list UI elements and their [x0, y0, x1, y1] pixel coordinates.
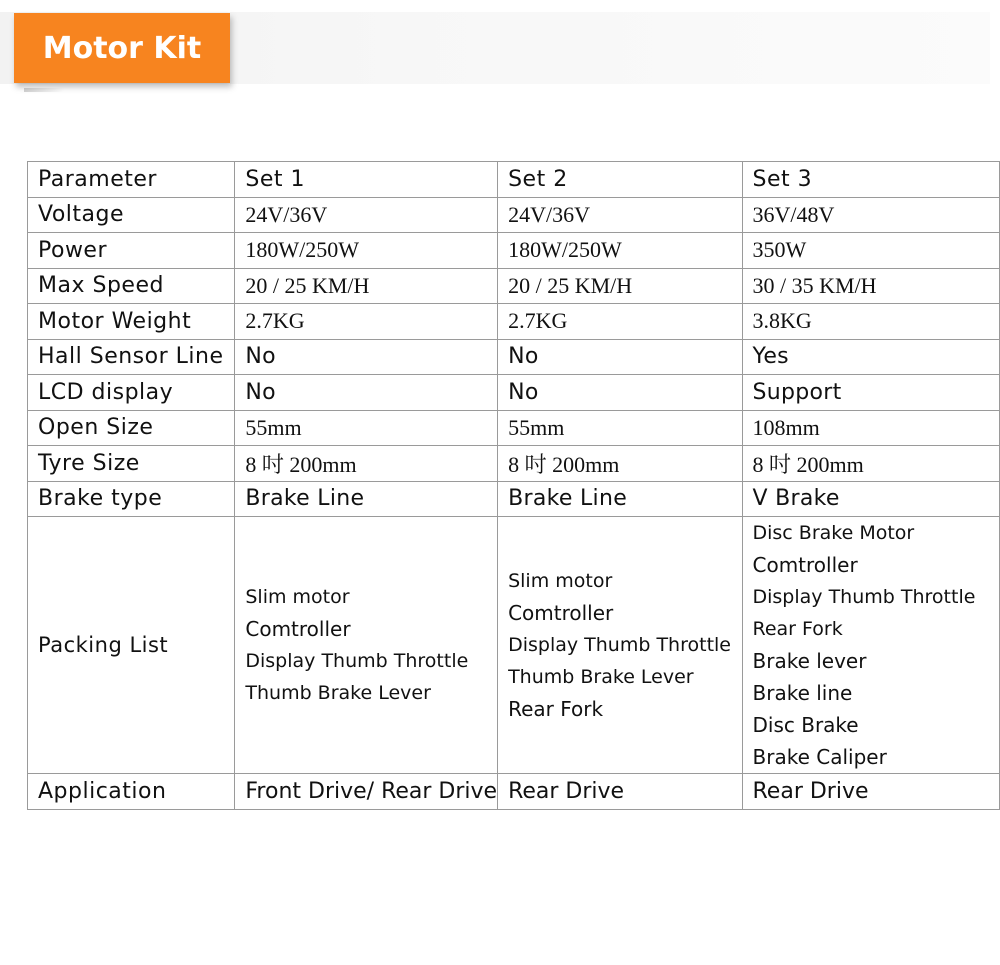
row-max-speed	[28, 268, 1000, 304]
row-label	[28, 517, 235, 774]
packing-item: Thumb Brake Lever	[245, 682, 431, 704]
cell-set1-packing	[235, 517, 498, 774]
cell-set1: 8 吋 200mm	[235, 446, 498, 482]
row-label: Hall Sensor Line	[28, 339, 235, 375]
cell-set3: Support	[742, 375, 1000, 411]
cell-set3: 8 吋 200mm	[742, 446, 1000, 482]
packing-item: Slim motor	[508, 570, 613, 592]
row-label: LCD display	[28, 375, 235, 411]
row-label: Application	[28, 774, 235, 810]
cell-set2: Rear Drive	[498, 774, 742, 810]
packing-item: Rear Fork	[508, 697, 604, 721]
packing-item: Brake line	[752, 681, 853, 705]
row-label: Voltage	[28, 197, 235, 233]
row-label: Max Speed	[28, 268, 235, 304]
packing-item: Comtroller	[245, 617, 351, 641]
packing-label: Packing List	[38, 633, 169, 657]
packing-item: Display Thumb Throttle	[508, 634, 731, 656]
cell-set1: Brake Line	[235, 481, 498, 517]
cell-set2: Brake Line	[498, 481, 742, 517]
cell-set3: V Brake	[742, 481, 1000, 517]
row-label: Open Size	[28, 410, 235, 446]
row-brake-type	[28, 481, 1000, 517]
cell-set2: 24V/36V	[498, 197, 742, 233]
row-voltage	[28, 197, 1000, 233]
spec-table	[27, 161, 1000, 810]
row-label: Brake type	[28, 481, 235, 517]
row-motor-weight	[28, 304, 1000, 340]
packing-item: Display Thumb Throttle	[245, 650, 469, 672]
packing-item: Brake Caliper	[752, 745, 887, 769]
badge-shadow	[24, 88, 64, 92]
packing-item: Disc Brake Motor	[752, 522, 915, 544]
packing-item: Slim motor	[245, 586, 350, 608]
motor-kit-badge	[14, 13, 230, 83]
cell-set2: No	[498, 375, 742, 411]
row-label: Tyre Size	[28, 446, 235, 482]
cell-set3: 108mm	[742, 410, 1000, 446]
row-label: Motor Weight	[28, 304, 235, 340]
row-lcd-display	[28, 375, 1000, 411]
cell-set1: 55mm	[235, 410, 498, 446]
cell-set1: 24V/36V	[235, 197, 498, 233]
row-packing-list	[28, 517, 1000, 774]
cell-set1: No	[235, 375, 498, 411]
packing-item: Thumb Brake Lever	[508, 666, 694, 688]
row-application	[28, 774, 1000, 810]
header-cell-parameter: Parameter	[28, 162, 235, 198]
cell-set3: Yes	[742, 339, 1000, 375]
cell-set2: 8 吋 200mm	[498, 446, 742, 482]
packing-item: Rear Fork	[752, 618, 843, 640]
row-open-size	[28, 410, 1000, 446]
packing-item: Display Thumb Throttle	[752, 586, 976, 608]
packing-item: Comtroller	[508, 601, 614, 625]
header-cell-set2: Set 2	[498, 162, 742, 198]
cell-set1: No	[235, 339, 498, 375]
cell-set1: 180W/250W	[235, 233, 498, 269]
cell-set2: 180W/250W	[498, 233, 742, 269]
cell-set1: Front Drive/ Rear Drive	[235, 774, 498, 810]
cell-set3: Rear Drive	[742, 774, 1000, 810]
cell-set2: 55mm	[498, 410, 742, 446]
cell-set1: 20 / 25 KM/H	[235, 268, 498, 304]
badge-label: Motor Kit	[42, 30, 202, 66]
header-row	[28, 162, 1000, 198]
packing-item: Comtroller	[752, 553, 858, 577]
row-tyre-size	[28, 446, 1000, 482]
row-label: Power	[28, 233, 235, 269]
packing-item: Disc Brake	[752, 713, 859, 737]
cell-set2: 2.7KG	[498, 304, 742, 340]
cell-set3: 30 / 35 KM/H	[742, 268, 1000, 304]
cell-set3: 350W	[742, 233, 1000, 269]
header-cell-set3: Set 3	[742, 162, 1000, 198]
cell-set1: 2.7KG	[235, 304, 498, 340]
cell-set3: 3.8KG	[742, 304, 1000, 340]
row-power	[28, 233, 1000, 269]
packing-item: Brake lever	[752, 649, 867, 673]
cell-set3-packing	[742, 517, 1000, 774]
cell-set2: No	[498, 339, 742, 375]
header-cell-set1: Set 1	[235, 162, 498, 198]
cell-set2: 20 / 25 KM/H	[498, 268, 742, 304]
row-hall-sensor	[28, 339, 1000, 375]
cell-set3: 36V/48V	[742, 197, 1000, 233]
cell-set2-packing	[498, 517, 742, 774]
